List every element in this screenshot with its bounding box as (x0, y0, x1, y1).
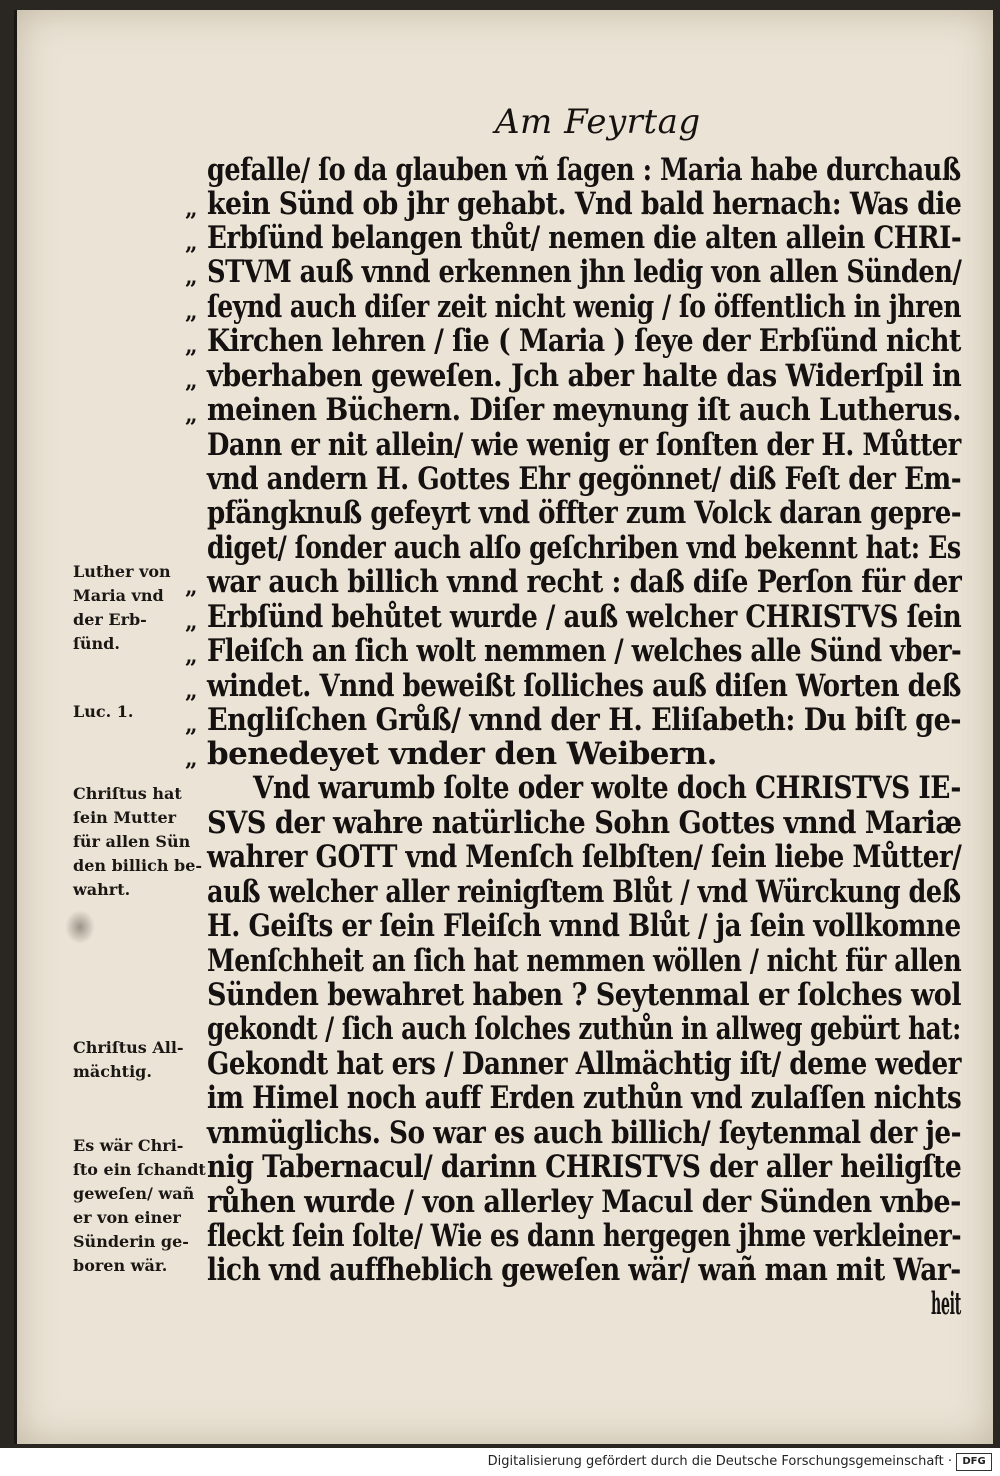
text-line: im Himel noch auff Erden zuthůn vnd zulaſſen nichts (207, 1080, 962, 1116)
quote-mark: „ (185, 609, 198, 635)
text-line: SVS der wahre natürliche Sohn Gottes vnnd Mariæ (207, 805, 962, 841)
text-line: gekondt / ſich auch ſolches zuthůn in allweg gebürt hat: (207, 1011, 961, 1047)
text-line: lich vnd auffheblich geweſen wär/ wañ man mit War- (207, 1252, 961, 1288)
dfg-logo: DFG (956, 1453, 992, 1471)
margin-note-line: ſein Mutter (73, 808, 177, 827)
margin-note-shame (73, 1134, 223, 1278)
margin-note-line: der Erb- (73, 610, 147, 629)
quote-mark: „ (185, 299, 198, 325)
text-line: heit (931, 1286, 961, 1322)
text-line: Gekondt hat ers / Danner Allmächtig iſt/ deme weder (207, 1046, 961, 1082)
margin-note-line: Luc. 1. (73, 702, 134, 721)
quote-mark: „ (185, 264, 198, 290)
text-line: windet. Vnnd beweißt ſolliches auß diſen Worten deß (207, 668, 961, 704)
quote-mark: „ (185, 402, 198, 428)
margin-note-line: ſto ein ſchandt (73, 1160, 206, 1179)
margin-note-christ-mother (73, 782, 223, 902)
quote-mark: „ (185, 333, 198, 359)
margin-note-line: für allen Sün (73, 832, 191, 851)
text-line: Engliſchen Grůß/ vnnd der H. Eliſabeth: Du biſt ge- (207, 702, 962, 738)
text-line: STVM auß vnnd erkennen jhn ledig von allen Sünden/ (207, 254, 962, 290)
margin-note-line: ſünd. (73, 634, 120, 653)
funding-credit: Digitalisierung gefördert durch die Deutsche Forschungsgemeinschaft · (487, 1454, 952, 1469)
text-line: auß welcher aller reinigſtem Blůt / vnd Würckung deß (207, 874, 961, 910)
quote-mark: „ (185, 368, 198, 394)
text-line: war auch billich vnnd recht : daß diſe Perſon für der (207, 564, 962, 600)
quote-mark: „ (185, 230, 198, 256)
text-line: gefalle/ ſo da glauben vñ ſagen : Maria habe durchauß (207, 152, 961, 188)
digitization-footer (0, 1448, 1000, 1476)
quote-mark: „ (185, 746, 198, 772)
ink-smudge (65, 910, 95, 944)
text-line: Fleiſch an ſich wolt nemmen / welches alle Sünd vber- (207, 633, 962, 669)
margin-note-almighty (73, 1036, 223, 1084)
margin-note-line: Maria vnd (73, 586, 164, 605)
quote-mark: „ (185, 712, 198, 738)
quote-mark: „ (185, 643, 198, 669)
margin-note-line: Chriſtus All- (73, 1038, 184, 1057)
margin-note-line: er von einer (73, 1208, 181, 1227)
text-line: vberhaben geweſen. Jch aber halte das Widerſpil in (207, 358, 962, 394)
running-title: Am Feyrtag (495, 102, 701, 142)
text-line: pfängknuß gefeyrt vnd öffter zum Volck daran gepre- (207, 495, 962, 531)
margin-note-luke (73, 700, 223, 724)
margin-note-line: boren wär. (73, 1256, 168, 1275)
margin-note-line: den billich be- (73, 856, 203, 875)
margin-note-line: wahrt. (73, 880, 131, 899)
book-page (14, 10, 993, 1444)
text-line: diget/ ſonder auch alſo geſchriben vnd bekennt hat: Es (207, 530, 961, 566)
text-line: kein Sünd ob jhr gehabt. Vnd bald hernach: Was die (207, 186, 962, 222)
quote-mark: „ (185, 678, 198, 704)
text-line: nig Tabernacul/ darinn CHRISTVS der aller heiligſte (207, 1149, 962, 1185)
text-line: vnmüglichs. So war es auch billich/ ſeytenmal der je- (207, 1115, 962, 1151)
quote-mark: „ (185, 574, 198, 600)
margin-note-line: Chriſtus hat (73, 784, 182, 803)
text-line: H. Geiſts er ſein Fleiſch vnnd Blůt / ja ſein vollkomne (207, 908, 961, 944)
margin-note-line: geweſen/ wañ (73, 1184, 195, 1203)
text-line: Erbſünd belangen thůt/ nemen die alten allein CHRI- (207, 220, 962, 256)
text-line: růhen wurde / von allerley Macul der Sünden vnbe- (207, 1184, 961, 1220)
text-line: Vnd warumb ſolte oder wolte doch CHRISTVS IE- (253, 770, 961, 806)
margin-note-line: Luther von (73, 562, 171, 581)
text-line: Erbſünd behůtet wurde / auß welcher CHRISTVS ſein (207, 599, 962, 635)
text-line: Sünden bewahret haben ? Seytenmal er ſolches wol (207, 977, 961, 1013)
text-line: benedeyet vnder den Weibern. (207, 736, 717, 772)
quote-mark: „ (185, 196, 198, 222)
margin-note-line: mächtig. (73, 1062, 152, 1081)
margin-note-line: Es wär Chri- (73, 1136, 184, 1155)
text-line: wahrer GOTT vnd Menſch ſelbſten/ ſein liebe Můtter/ (207, 839, 962, 875)
text-line: ſeynd auch diſer zeit nicht wenig / ſo öffentlich in jhren (207, 289, 962, 325)
text-line: Menſchheit an ſich hat nemmen wöllen / nicht für allen (207, 943, 962, 979)
text-line: Kirchen lehren / ſie ( Maria ) ſeye der Erbſünd nicht (207, 323, 961, 359)
margin-note-line: Sünderin ge- (73, 1232, 189, 1251)
margin-note-luther (73, 560, 223, 656)
text-line: Dann er nit allein/ wie wenig er ſonſten der H. Můtter (207, 427, 961, 463)
text-line: fleckt ſein ſolte/ Wie es dann hergegen jhme verkleiner- (207, 1218, 962, 1254)
text-line: vnd andern H. Gottes Ehr gegönnet/ diß Feſt der Em- (207, 461, 962, 497)
text-line: meinen Büchern. Diſer meynung iſt auch Lutherus. (207, 392, 961, 428)
